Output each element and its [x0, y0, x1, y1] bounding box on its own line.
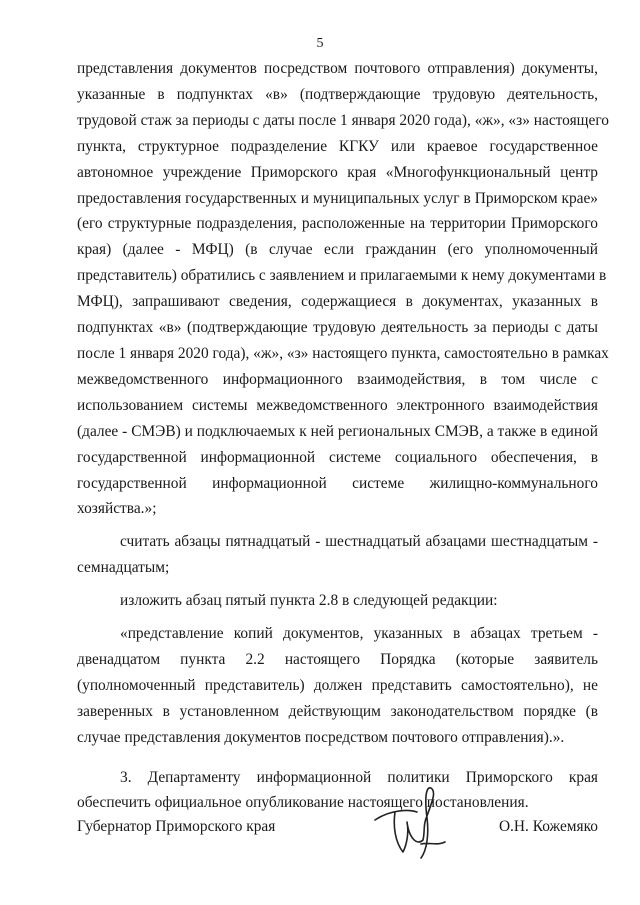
paragraph	[77, 529, 598, 581]
text-line: двенадцатом пункта 2.2 настоящего Порядка (которые заявитель	[77, 650, 598, 668]
text-line: представления документов посредством почтового отправления) документы,	[77, 60, 598, 77]
paragraph	[77, 588, 598, 614]
page-number: 5	[316, 36, 324, 51]
text-line: указанные в подпунктах «в» (подтверждающие трудовую деятельность,	[77, 85, 598, 103]
text-line: (далее - СМЭВ) и подключаемых к ней региональных СМЭВ, а также в единой	[77, 422, 598, 440]
text-line: (уполномоченный представитель) должен представить самостоятельно), не	[77, 676, 598, 694]
text-line: межведомственного информационного взаимодействия, в том числе с	[77, 370, 598, 388]
text-line: государственной информационной системе жилищно-коммунального	[77, 474, 598, 492]
text-line: обеспечить официальное опубликование настоящего постановления.	[77, 794, 529, 812]
text-line: подпунктах «в» (подтверждающие трудовую деятельность за периоды с даты	[77, 319, 598, 337]
text-line: трудовой стаж за периоды с даты после 1 января 2020 года), «ж», «з» настоящего	[77, 111, 609, 129]
text-line: «представление копий документов, указанных в абзацах третьем -	[120, 625, 598, 643]
text-line: МФЦ), запрашивают сведения, содержащиеся в документах, указанных в	[77, 293, 598, 311]
signatory-position: Губернатор Приморского края	[77, 818, 276, 835]
text-line: изложить абзац пятый пункта 2.8 в следующей редакции:	[120, 592, 498, 610]
text-line: пункта, структурное подразделение КГКУ или краевое государственное	[77, 137, 598, 155]
text-line: 3. Департаменту информационной политики Приморского края	[120, 768, 598, 786]
text-line: считать абзацы пятнадцатый - шестнадцатый абзацами шестнадцатым -	[120, 533, 598, 551]
text-line: представитель) обратились с заявлением и прилагаемыми к нему документами в	[77, 267, 607, 285]
text-line: случае представления документов посредством почтового отправления).».	[77, 728, 565, 746]
signatory-name: О.Н. Кожемяко	[498, 818, 598, 835]
text-line: использованием системы межведомственного электронного взаимодействия	[77, 396, 598, 414]
document-body	[77, 56, 609, 816]
handwritten-signature	[365, 782, 455, 872]
text-line: после 1 января 2020 года), «ж», «з» настоящего пункта, самостоятельно в рамках	[77, 344, 609, 362]
text-line: семнадцатым;	[77, 559, 170, 577]
paragraph	[77, 765, 598, 817]
text-line: (его структурные подразделения, расположенные на территории Приморского	[77, 215, 598, 233]
text-line: хозяйства.»;	[77, 500, 157, 518]
paragraph	[77, 621, 598, 751]
paragraph	[77, 56, 609, 522]
text-line: предоставления государственных и муниципальных услуг в Приморском крае»	[77, 189, 598, 207]
text-line: государственной информационной системе социального обеспечения, в	[77, 448, 598, 466]
text-line: автономное учреждение Приморского края «Многофункциональный центр	[77, 163, 598, 181]
text-line: края) (далее - МФЦ) (в случае если гражданин (его уполномоченный	[77, 241, 598, 259]
text-line: заверенных в установленном действующим законодательством порядке (в	[77, 702, 598, 720]
signature-block	[77, 818, 598, 844]
